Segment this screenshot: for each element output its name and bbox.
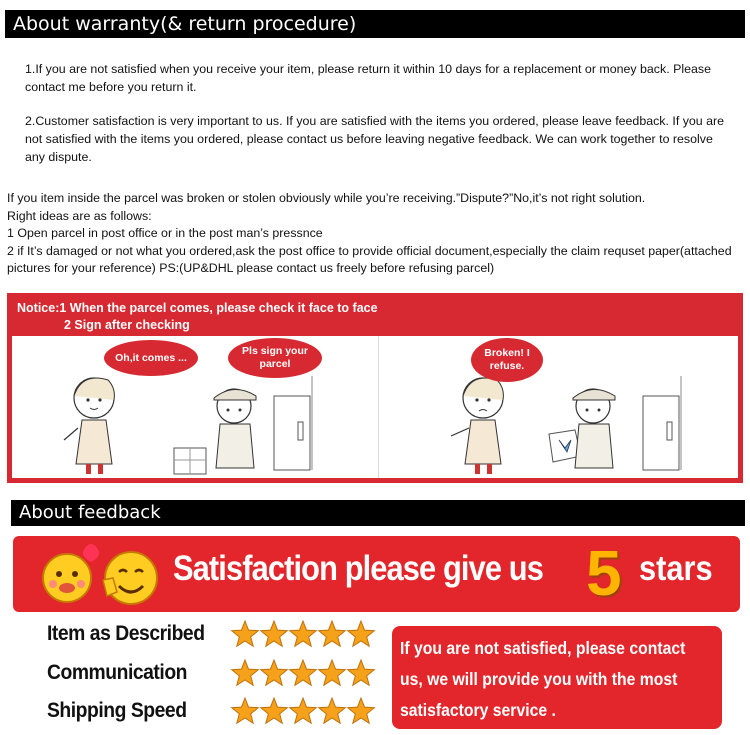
parcel-line-4: 2 if It’s damaged or not what you ordered,ask the post office to provide official document,especially the claim requset paper(attached pictures for your reference) PS:(UP&DHL please contact us freely before refusing parcel): [7, 243, 732, 276]
star-icon: [232, 621, 259, 646]
star-icon: [319, 698, 346, 723]
rating-stars-item: [230, 620, 380, 650]
feedback-header: About feedback: [11, 500, 745, 526]
parcel-line-3: 1 Open parcel in post office or in the post man’s pressnce: [7, 226, 323, 241]
star-icon: [319, 621, 346, 646]
contact-line-3: satisfactory service .: [400, 700, 556, 720]
rating-label-item: Item as Described: [47, 622, 205, 645]
contact-line-1: If you are not satisfied, please contact: [400, 638, 686, 658]
notice-line-2: 2 Sign after checking: [64, 318, 190, 332]
refuse-scene-drawing: [379, 336, 739, 478]
contact-message-box: [392, 626, 722, 729]
smiley-faces-icon: [25, 536, 175, 612]
star-icon: [290, 621, 317, 646]
rating-stars-shipping: [230, 697, 380, 727]
parcel-line-2: Right ideas are as follows:: [7, 208, 152, 223]
star-icon: [319, 660, 346, 685]
banner-text: Satisfaction please give us: [173, 549, 543, 588]
warranty-paragraph-1: 1.If you are not satisfied when you receive your item, please return it within 10 days for a replacement or money back. Please contact me before you return it.: [25, 62, 711, 94]
star-icon: [232, 660, 259, 685]
speech-bubble-sign: Pls sign your parcel: [228, 338, 322, 378]
speech-bubble-broken: Broken! I refuse.: [471, 338, 543, 382]
contact-line-2: us, we will provide you with the most: [400, 669, 678, 689]
star-icon: [348, 621, 375, 646]
speech-bubble-comes: Oh,it comes ...: [104, 340, 198, 376]
banner-number: 5: [586, 537, 622, 609]
scene-receive-parcel: [12, 336, 372, 478]
star-icon: [232, 698, 259, 723]
star-icon: [348, 698, 375, 723]
five-stars-banner: [13, 536, 740, 612]
rating-stars-communication: [230, 659, 380, 689]
star-icon: [261, 621, 288, 646]
parcel-instructions: [7, 190, 745, 278]
scene-refuse-parcel: [378, 336, 738, 478]
banner-word: stars: [639, 549, 713, 588]
contact-text: [400, 633, 686, 726]
warranty-header: About warranty(& return procedure): [5, 10, 745, 38]
star-icon: [261, 660, 288, 685]
notice-line-1: Notice:1 When the parcel comes, please check it face to face: [17, 301, 378, 315]
parcel-line-1: If you item inside the parcel was broken or stolen obviously while you’re receiving.”Dispute?”No,it’s not right solution.: [7, 191, 646, 205]
rating-label-shipping: Shipping Speed: [47, 699, 187, 722]
warranty-paragraph-2: 2.Customer satisfaction is very important to us. If you are satisfied with the items you ordered, please leave feedback. If you are not satisfied with the items you ordered, please contact us before leaving negative feedback. We can work together to resolve any dispute.: [25, 114, 725, 164]
rating-label-communication: Communication: [47, 661, 187, 684]
notice-header: [12, 298, 738, 336]
star-icon: [290, 698, 317, 723]
star-icon: [348, 660, 375, 685]
star-icon: [290, 660, 317, 685]
notice-illustration: [7, 293, 743, 483]
star-icon: [261, 698, 288, 723]
